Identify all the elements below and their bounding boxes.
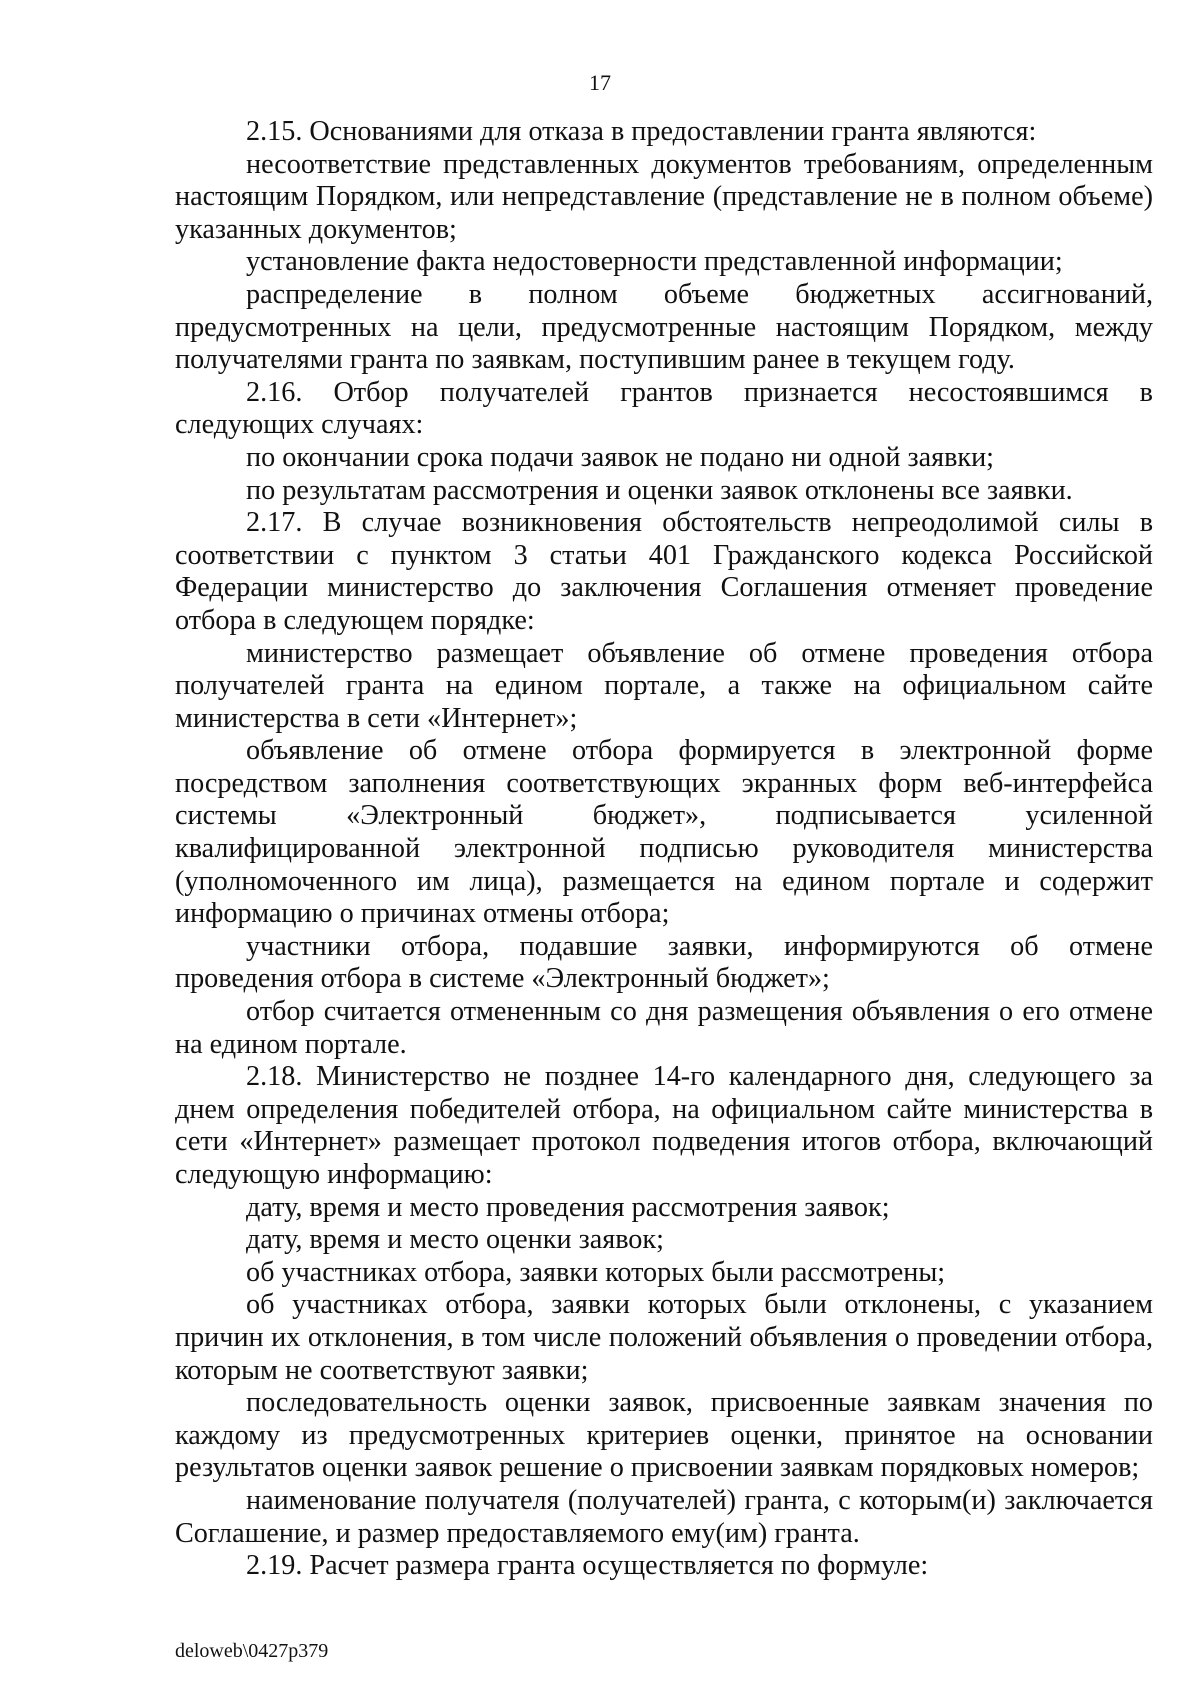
paragraph-2-16: 2.16. Отбор получателей грантов признается несостоявшимся в следующих случаях: bbox=[175, 376, 1153, 441]
paragraph-2-19: 2.19. Расчет размера гранта осуществляется по формуле: bbox=[246, 1550, 929, 1582]
paragraph: участники отбора, подавшие заявки, информируются об отмене проведения отбора в системе «Электронный бюджет»; bbox=[175, 930, 1153, 995]
document-footer-code: deloweb\0427p379 bbox=[175, 1640, 329, 1662]
paragraph-2-18: 2.18. Министерство не позднее 14-го календарного дня, следующего за днем определения победителей отбора, на официальном сайте министерства в сети «Интернет» размещает протокол подведения итогов отбора, включающий следующую информацию: bbox=[175, 1061, 1153, 1190]
paragraph: наименование получателя (получателей) гранта, с которым(и) заключается Соглашение, и размер предоставляемого ему(им) гранта. bbox=[175, 1484, 1153, 1549]
paragraph: объявление об отмене отбора формируется в электронной форме посредством заполнения соответствующих экранных форм веб-интерфейса системы «Электронный бюджет», подписывается усиленной квалифицированной электронной подписью руководителя министерства (уполномоченного им лица), размещается на едином портале и содержит информацию о причинах отмены отбора; bbox=[175, 735, 1153, 930]
paragraph-2-17: 2.17. В случае возникновения обстоятельств непреодолимой силы в соответствии с пунктом 3 статьи 401 Гражданского кодекса Российской Федерации министерство до заключения Соглашения отменяет проведение отбора в следующем порядке: bbox=[175, 507, 1153, 636]
paragraph: отбор считается отмененным со дня размещения объявления о его отмене на едином портале. bbox=[175, 996, 1153, 1060]
paragraph-2-15: 2.15. Основаниями для отказа в предоставлении гранта являются: bbox=[246, 116, 1037, 147]
paragraph: об участниках отбора, заявки которых были рассмотрены; bbox=[246, 1256, 946, 1288]
paragraph: по результатам рассмотрения и оценки заявок отклонены все заявки. bbox=[246, 474, 1073, 506]
paragraph: по окончании срока подачи заявок не подано ни одной заявки; bbox=[246, 441, 994, 473]
paragraph: распределение в полном объеме бюджетных ассигнований, предусмотренных на цели, предусмотренные настоящим Порядком, между получателями гранта по заявкам, поступившим ранее в текущем году. bbox=[175, 278, 1153, 376]
paragraph: установление факта недостоверности представленной информации; bbox=[246, 246, 1063, 278]
paragraph: несоответствие представленных документов требованиям, определенным настоящим Порядком, или непредставление (представление не в полном объеме) указанных документов; bbox=[175, 148, 1153, 245]
paragraph: об участниках отбора, заявки которых были отклонены, с указанием причин их отклонения, в том числе положений объявления о проведении отбора, которым не соответствуют заявки; bbox=[175, 1289, 1153, 1386]
paragraph: министерство размещает объявление об отмене проведения отбора получателей гранта на едином портале, а также на официальном сайте министерства в сети «Интернет»; bbox=[175, 637, 1153, 734]
document-body bbox=[175, 116, 1153, 1583]
paragraph: последовательность оценки заявок, присвоенные заявкам значения по каждому из предусмотренных критериев оценки, принятое на основании результатов оценки заявок решение о присвоении заявкам порядковых номеров; bbox=[175, 1387, 1153, 1484]
paragraph: дату, время и место проведения рассмотрения заявок; bbox=[246, 1191, 890, 1223]
page-number: 17 bbox=[589, 70, 611, 95]
paragraph: дату, время и место оценки заявок; bbox=[246, 1224, 664, 1256]
